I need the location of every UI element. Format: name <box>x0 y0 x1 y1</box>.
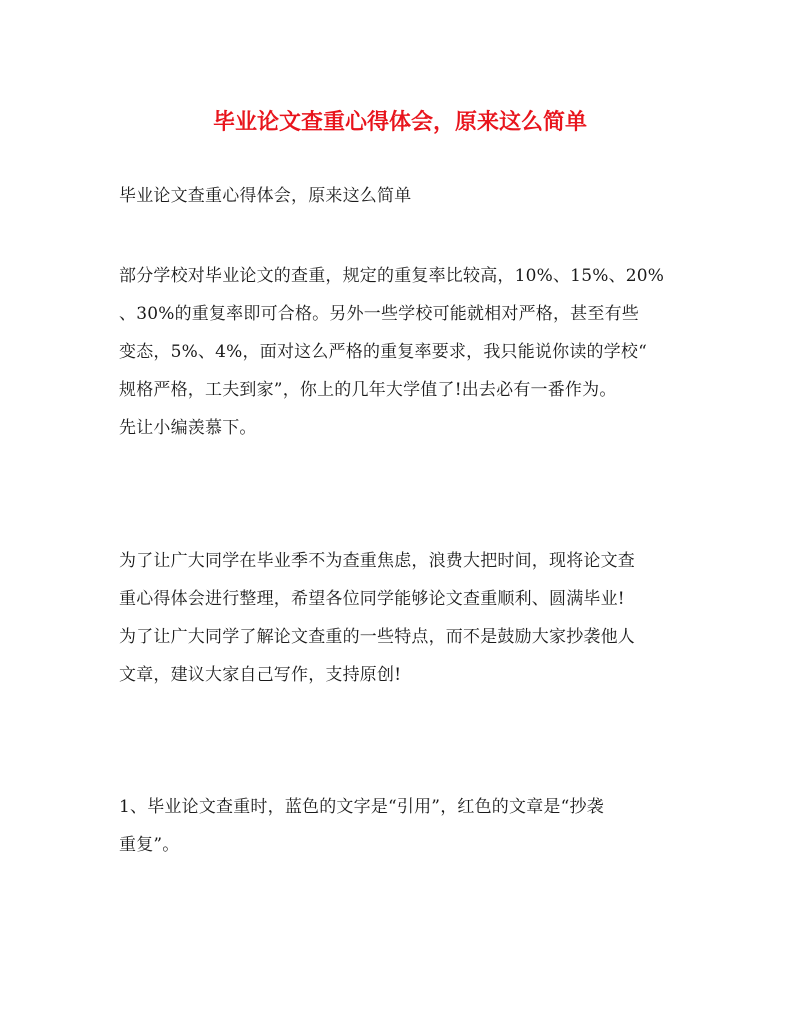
paragraph-plagiarism-rates: 部分学校对毕业论文的查重，规定的重复率比较高，10%、15%、20% 、30%的重复率即可合格。另外一些学校可能就相对严格，甚至有些 变态，5%、4%，面对这么严格的重复率要求，我只能说你读的学校“ 规格严格，工夫到家”，你上的几年大学值了!出去必有一番作为。 先让小编羡慕下。 <box>119 266 665 438</box>
document-title: 毕业论文查重心得体会，原来这么简单 <box>212 109 587 135</box>
paragraph-point-1: 1、毕业论文查重时，蓝色的文字是“引用”，红色的文章是“抄袭 重复”。 <box>119 797 604 855</box>
paragraph-purpose: 为了让广大同学在毕业季不为查重焦虑，浪费大把时间，现将论文查 重心得体会进行整理，希望各位同学能够论文查重顺利、圆满毕业! 为了让广大同学了解论文查重的一些特点，而不是鼓励大家抄袭他人 文章，建议大家自己写作，支持原创! <box>119 551 635 685</box>
document-subtitle: 毕业论文查重心得体会，原来这么简单 <box>119 186 412 206</box>
